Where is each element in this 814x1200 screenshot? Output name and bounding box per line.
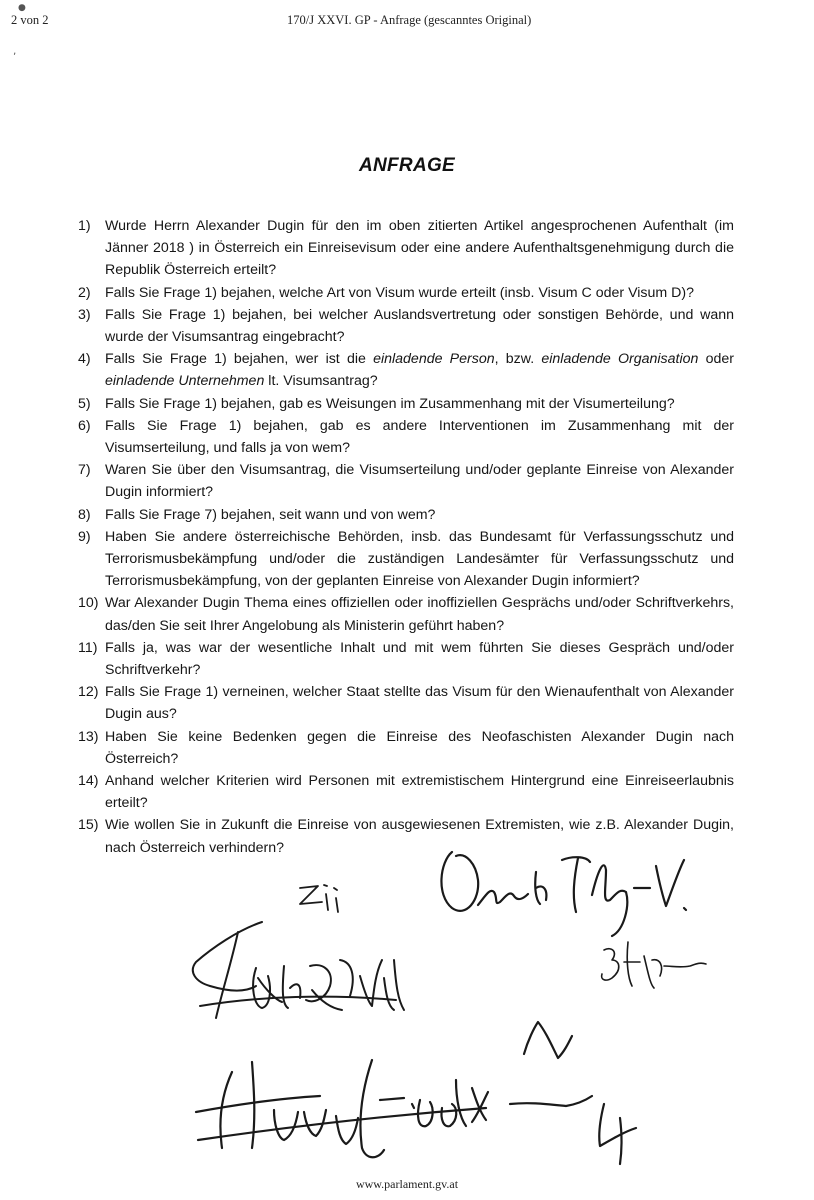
question-number: 4) xyxy=(78,351,91,368)
question-number: 14) xyxy=(78,773,99,790)
scan-mark: ‚ xyxy=(13,46,17,57)
document-reference: 170/J XXVI. GP - Anfrage (gescanntes Original) xyxy=(287,13,532,27)
page-title: ANFRAGE xyxy=(358,155,456,176)
question-number: 3) xyxy=(78,306,91,323)
signature-5 xyxy=(196,1060,488,1157)
question-text: Falls Sie Frage 1) bejahen, gab es andere Interventionen im Zusammenhang mit der Visumserteilung, und falls ja von wem? xyxy=(105,417,734,457)
signature-7 xyxy=(510,1096,636,1164)
question-text: Falls Sie Frage 1) bejahen, gab es Weisungen im Zusammenhang mit der Visumerteilung? xyxy=(105,395,675,412)
question-number: 13) xyxy=(78,728,99,745)
question-text-italic: einladende Unternehmen xyxy=(105,373,265,390)
signature-6 xyxy=(524,1022,572,1058)
question-text-part: lt. Visumsantrag? xyxy=(264,373,378,390)
question-text: Falls Sie Frage 1) bejahen, welche Art von Visum wurde erteilt (insb. Visum C oder Visum D)? xyxy=(105,284,695,301)
question-number: 5) xyxy=(78,395,91,412)
question-number: 10) xyxy=(78,595,99,612)
question-text-part: , bzw. xyxy=(494,351,542,368)
question-number: 7) xyxy=(78,462,91,479)
question-text-part: Falls Sie Frage 1) bejahen, wer ist die xyxy=(105,351,374,368)
question-text-italic: einladende Organisation xyxy=(541,351,699,368)
signature-2 xyxy=(300,885,338,912)
question-number: 9) xyxy=(78,528,91,545)
question-number: 6) xyxy=(78,417,91,434)
question-number: 8) xyxy=(78,506,91,523)
question-text: Haben Sie keine Bedenken gegen die Einreise des Neofaschisten Alexander Dugin nach Österreich? xyxy=(105,728,734,767)
question-text-part: oder xyxy=(698,351,735,368)
question-number: 11) xyxy=(78,639,98,656)
signature-3 xyxy=(193,922,404,1018)
question-text: Falls Sie Frage 7) bejahen, seit wann und von wem? xyxy=(105,506,436,523)
question-text: Falls Sie Frage 1) verneinen, welcher Staat stellte das Visum für den Wienaufenthalt von Alexander Dugin aus? xyxy=(105,684,734,723)
question-number: 1) xyxy=(78,218,91,234)
signature-4 xyxy=(602,942,706,988)
question-number: 12) xyxy=(78,684,99,701)
question-text-italic: einladende Person xyxy=(373,351,495,368)
question-text: War Alexander Dugin Thema eines offiziellen oder inoffiziellen Gesprächs und/oder Schriftverkehrs, das/den Sie seit Ihrer Angelobung als Ministerin geführt haben? xyxy=(105,595,734,634)
page-number: 2 von 2 xyxy=(11,13,49,27)
scan-mark: ● xyxy=(18,3,26,13)
question-text: Wurde Herrn Alexander Dugin für den im oben zitierten Artikel angesprochenen Aufenthalt (im Jänner 2018 ) in Österreich ein Einreisevisum oder eine andere Aufenthaltsgenehmigung durch die Republik Österreich erteilt? xyxy=(105,218,734,279)
question-text: Wie wollen Sie in Zukunft die Einreise von ausgewiesenen Extremisten, wie z.B. Alexander Dugin, nach Österreich verhindern? xyxy=(105,817,734,856)
question-text: Falls ja, was war der wesentliche Inhalt und mit wem führten Sie dieses Gespräch und/oder Schriftverkehr? xyxy=(105,639,734,679)
question-text: Falls Sie Frage 1) bejahen, bei welcher Auslandsvertretung oder sonstigen Behörde, und wann wurde der Visumsantrag eingebracht? xyxy=(105,306,734,346)
signature-1 xyxy=(441,852,686,936)
question-text: Haben Sie andere österreichische Behörden, insb. das Bundesamt für Verfassungsschutz und Terrorismusbekämpfung und/oder die zuständigen Landesämter für Verfassungsschutz und Terrorismusbekämpfung, von der geplanten Einreise von Alexander Dugin informiert? xyxy=(105,528,734,590)
question-text: Waren Sie über den Visumsantrag, die Visumserteilung und/oder geplante Einreise von Alexander Dugin informiert? xyxy=(105,462,734,501)
question-number: 2) xyxy=(78,284,91,301)
question-number: 15) xyxy=(78,817,99,834)
footer-url: www.parlament.gv.at xyxy=(355,1177,459,1191)
question-text: Anhand welcher Kriterien wird Personen mit extremistischem Hintergrund eine Einreiseerlaubnis erteilt? xyxy=(105,773,734,812)
